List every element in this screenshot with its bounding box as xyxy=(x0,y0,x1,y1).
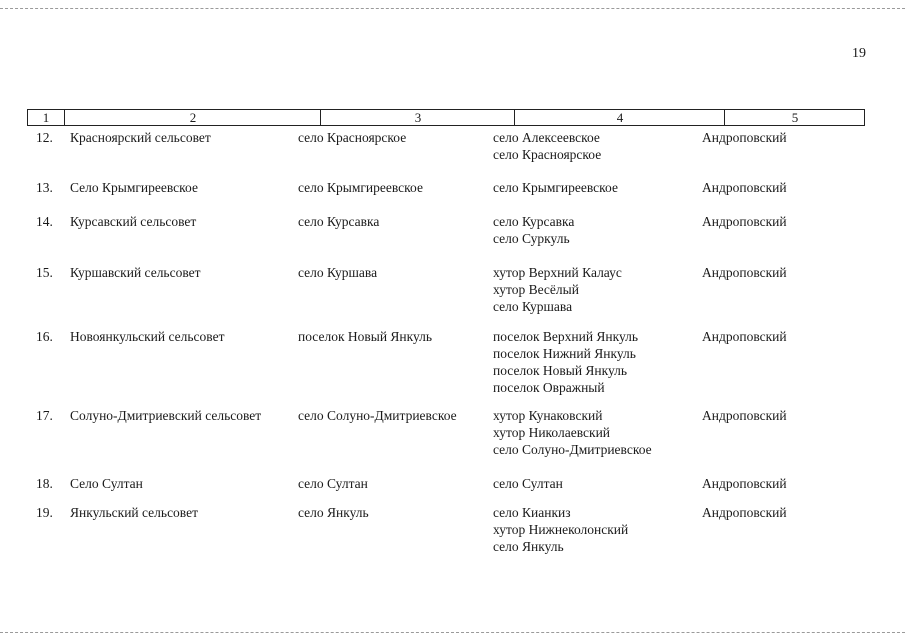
municipality-name: Село Крымгиреевское xyxy=(70,180,198,195)
page-number: 19 xyxy=(852,46,866,61)
header-col-4: 4 xyxy=(514,110,725,125)
district-name: Андроповский xyxy=(702,408,787,423)
settlement-item: поселок Овражный xyxy=(493,380,605,395)
municipality-name: Новоянкульский сельсовет xyxy=(70,329,225,344)
scan-artifact-top xyxy=(0,8,905,9)
row-number: 19. xyxy=(36,505,53,520)
administrative-center: село Солуно-Дмитриевское xyxy=(298,408,457,423)
scan-artifact-bottom xyxy=(0,632,905,633)
settlement-item: село Суркуль xyxy=(493,231,570,246)
settlements-list xyxy=(493,213,574,247)
district-name: Андроповский xyxy=(702,180,787,195)
administrative-center: село Крымгиреевское xyxy=(298,180,423,195)
settlement-item: село Красноярское xyxy=(493,147,602,162)
settlements-list xyxy=(493,504,628,555)
district-name: Андроповский xyxy=(702,476,787,491)
settlement-item: село Янкуль xyxy=(493,539,564,554)
settlements-list xyxy=(493,179,618,196)
administrative-center: село Султан xyxy=(298,476,368,491)
header-col-5: 5 xyxy=(724,110,865,125)
administrative-center: поселок Новый Янкуль xyxy=(298,329,433,344)
district-name: Андроповский xyxy=(702,329,787,344)
settlements-list xyxy=(493,264,622,315)
settlement-item: хутор Верхний Калаус xyxy=(493,265,622,280)
row-number: 15. xyxy=(36,265,53,280)
municipality-name: Солуно-Дмитриевский сельсовет xyxy=(70,408,262,423)
settlements-list xyxy=(493,407,652,458)
row-number: 14. xyxy=(36,214,53,229)
municipality-name: Янкульский сельсовет xyxy=(70,505,198,520)
settlements-list xyxy=(493,475,563,492)
municipality-name: Красноярский сельсовет xyxy=(70,130,211,145)
municipality-name: Курсавский сельсовет xyxy=(70,214,197,229)
district-name: Андроповский xyxy=(702,130,787,145)
municipality-name: Куршавский сельсовет xyxy=(70,265,201,280)
district-name: Андроповский xyxy=(702,265,787,280)
row-number: 18. xyxy=(36,476,53,491)
row-number: 17. xyxy=(36,408,53,423)
settlement-item: поселок Новый Янкуль xyxy=(493,363,628,378)
settlement-item: поселок Верхний Янкуль xyxy=(493,329,639,344)
administrative-center: село Красноярское xyxy=(298,130,407,145)
settlement-item: село Куршава xyxy=(493,299,573,314)
settlement-item: село Алексеевское xyxy=(493,130,600,145)
settlement-item: село Крымгиреевское xyxy=(493,180,618,195)
settlement-item: поселок Нижний Янкуль xyxy=(493,346,636,361)
row-number: 12. xyxy=(36,130,53,145)
row-number: 13. xyxy=(36,180,53,195)
settlement-item: село Солуно-Дмитриевское xyxy=(493,442,652,457)
settlements-list xyxy=(493,328,638,396)
table-header xyxy=(27,109,865,126)
settlements-list xyxy=(493,129,601,163)
header-col-2: 2 xyxy=(64,110,321,125)
settlement-item: хутор Весёлый xyxy=(493,282,579,297)
row-number: 16. xyxy=(36,329,53,344)
settlement-item: хутор Кунаковский xyxy=(493,408,603,423)
settlement-item: село Кианкиз xyxy=(493,505,571,520)
settlement-item: хутор Нижнеколонский xyxy=(493,522,629,537)
administrative-center: село Курсавка xyxy=(298,214,380,229)
settlement-item: село Султан xyxy=(493,476,563,491)
district-name: Андроповский xyxy=(702,505,787,520)
header-col-3: 3 xyxy=(320,110,515,125)
settlement-item: хутор Николаевский xyxy=(493,425,611,440)
district-name: Андроповский xyxy=(702,214,787,229)
municipality-name: Село Султан xyxy=(70,476,143,491)
header-col-1: 1 xyxy=(42,110,50,125)
administrative-center: село Янкуль xyxy=(298,505,369,520)
settlement-item: село Курсавка xyxy=(493,214,575,229)
administrative-center: село Куршава xyxy=(298,265,378,280)
